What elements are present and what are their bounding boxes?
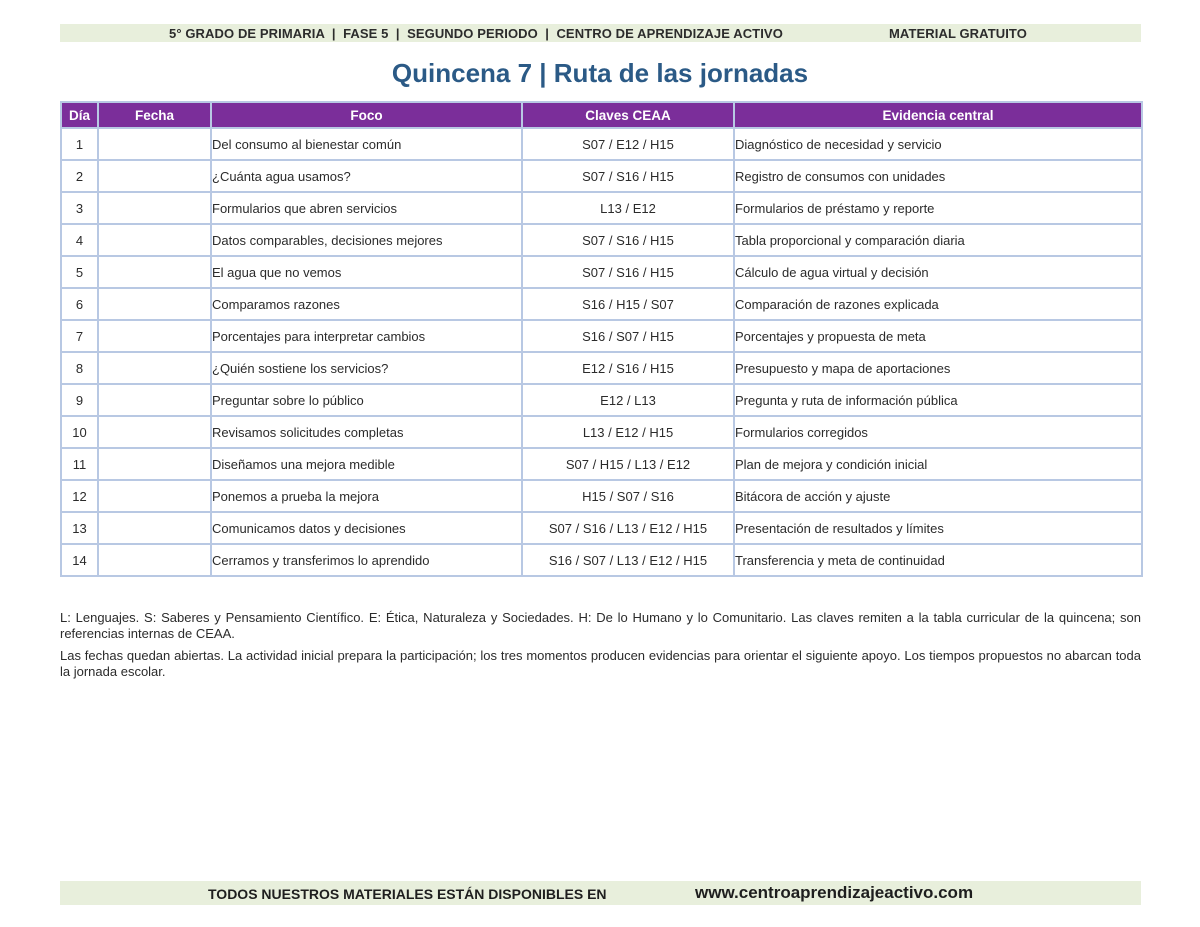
table-row	[61, 544, 1142, 576]
keys-cell: E12 / S16 / H15	[522, 352, 734, 384]
table-row	[61, 256, 1142, 288]
evidence-cell: Porcentajes y propuesta de meta	[734, 320, 1142, 352]
keys-cell: L13 / E12 / H15	[522, 416, 734, 448]
focus-cell: Diseñamos una mejora medible	[211, 448, 522, 480]
keys-cell: S07 / H15 / L13 / E12	[522, 448, 734, 480]
date-cell[interactable]	[98, 320, 211, 352]
day-cell: 12	[61, 480, 98, 512]
evidence-cell: Plan de mejora y condición inicial	[734, 448, 1142, 480]
evidence-cell: Presupuesto y mapa de aportaciones	[734, 352, 1142, 384]
focus-cell: Comparamos razones	[211, 288, 522, 320]
table-row	[61, 480, 1142, 512]
table-row	[61, 512, 1142, 544]
day-cell: 11	[61, 448, 98, 480]
keys-cell: S16 / S07 / H15	[522, 320, 734, 352]
grade-phase-label: 5° GRADO DE PRIMARIA | FASE 5 | SEGUNDO PERIODO | CENTRO DE APRENDIZAJE ACTIVO	[169, 25, 783, 41]
date-cell[interactable]	[98, 352, 211, 384]
day-cell: 6	[61, 288, 98, 320]
date-cell[interactable]	[98, 224, 211, 256]
date-cell[interactable]	[98, 192, 211, 224]
focus-cell: Del consumo al bienestar común	[211, 128, 522, 160]
day-cell: 8	[61, 352, 98, 384]
day-cell: 3	[61, 192, 98, 224]
date-cell[interactable]	[98, 448, 211, 480]
date-cell[interactable]	[98, 128, 211, 160]
table-row	[61, 288, 1142, 320]
day-cell: 1	[61, 128, 98, 160]
evidence-cell: Transferencia y meta de continuidad	[734, 544, 1142, 576]
table-row	[61, 320, 1142, 352]
table-row	[61, 384, 1142, 416]
focus-cell: ¿Cuánta agua usamos?	[211, 160, 522, 192]
table-row	[61, 128, 1142, 160]
evidence-cell: Formularios de préstamo y reporte	[734, 192, 1142, 224]
day-cell: 14	[61, 544, 98, 576]
day-cell: 9	[61, 384, 98, 416]
curriculum-key-note: L: Lenguajes. S: Saberes y Pensamiento Científico. E: Ética, Naturaleza y Sociedades. H: De lo Humano y lo Comunitario. Las claves remiten a la tabla curricular de la quincena; son referencias internas de CEAA.	[60, 610, 1141, 641]
evidence-cell: Formularios corregidos	[734, 416, 1142, 448]
date-cell[interactable]	[98, 288, 211, 320]
availability-label: TODOS NUESTROS MATERIALES ESTÁN DISPONIBLES EN	[208, 886, 607, 902]
day-cell: 5	[61, 256, 98, 288]
keys-cell: S07 / S16 / H15	[522, 256, 734, 288]
keys-cell: S16 / S07 / L13 / E12 / H15	[522, 544, 734, 576]
table-body	[61, 128, 1142, 576]
focus-cell: Revisamos solicitudes completas	[211, 416, 522, 448]
evidence-cell: Comparación de razones explicada	[734, 288, 1142, 320]
page-title: Quincena 7 | Ruta de las jornadas	[391, 58, 809, 88]
column-header-fecha: Fecha	[98, 102, 211, 128]
notes-section	[60, 610, 1141, 686]
evidence-cell: Pregunta y ruta de información pública	[734, 384, 1142, 416]
date-cell[interactable]	[98, 512, 211, 544]
focus-cell: Preguntar sobre lo público	[211, 384, 522, 416]
table-row	[61, 160, 1142, 192]
day-cell: 2	[61, 160, 98, 192]
focus-cell: Datos comparables, decisiones mejores	[211, 224, 522, 256]
website-link[interactable]: www.centroaprendizajeactivo.com	[695, 883, 974, 902]
column-header-dia: Día	[61, 102, 98, 128]
free-material-label: MATERIAL GRATUITO	[889, 25, 1027, 41]
keys-cell: S07 / E12 / H15	[522, 128, 734, 160]
keys-cell: S16 / H15 / S07	[522, 288, 734, 320]
table-row	[61, 192, 1142, 224]
day-cell: 7	[61, 320, 98, 352]
evidence-cell: Diagnóstico de necesidad y servicio	[734, 128, 1142, 160]
bottom-banner	[60, 881, 1141, 905]
table-row	[61, 448, 1142, 480]
column-header-foco: Foco	[211, 102, 522, 128]
keys-cell: S07 / S16 / H15	[522, 160, 734, 192]
focus-cell: Porcentajes para interpretar cambios	[211, 320, 522, 352]
table-row	[61, 224, 1142, 256]
date-cell[interactable]	[98, 384, 211, 416]
keys-cell: L13 / E12	[522, 192, 734, 224]
focus-cell: Formularios que abren servicios	[211, 192, 522, 224]
focus-cell: Cerramos y transferimos lo aprendido	[211, 544, 522, 576]
day-cell: 13	[61, 512, 98, 544]
date-cell[interactable]	[98, 256, 211, 288]
keys-cell: H15 / S07 / S16	[522, 480, 734, 512]
day-cell: 10	[61, 416, 98, 448]
evidence-cell: Registro de consumos con unidades	[734, 160, 1142, 192]
top-banner	[60, 24, 1141, 42]
focus-cell: Comunicamos datos y decisiones	[211, 512, 522, 544]
evidence-cell: Bitácora de acción y ajuste	[734, 480, 1142, 512]
keys-cell: S07 / S16 / H15	[522, 224, 734, 256]
date-cell[interactable]	[98, 480, 211, 512]
column-header-claves: Claves CEAA	[522, 102, 734, 128]
evidence-cell: Presentación de resultados y límites	[734, 512, 1142, 544]
focus-cell: Ponemos a prueba la mejora	[211, 480, 522, 512]
focus-cell: El agua que no vemos	[211, 256, 522, 288]
date-cell[interactable]	[98, 160, 211, 192]
day-cell: 4	[61, 224, 98, 256]
table-header-row	[61, 102, 1142, 128]
focus-cell: ¿Quién sostiene los servicios?	[211, 352, 522, 384]
date-cell[interactable]	[98, 416, 211, 448]
evidence-cell: Cálculo de agua virtual y decisión	[734, 256, 1142, 288]
keys-cell: E12 / L13	[522, 384, 734, 416]
table-row	[61, 352, 1142, 384]
schedule-table	[60, 101, 1143, 577]
evidence-cell: Tabla proporcional y comparación diaria	[734, 224, 1142, 256]
keys-cell: S07 / S16 / L13 / E12 / H15	[522, 512, 734, 544]
table-row	[61, 416, 1142, 448]
dates-note: Las fechas quedan abiertas. La actividad inicial prepara la participación; los tres momentos producen evidencias para orientar el siguiente apoyo. Los tiempos propuestos no abarcan toda la jornada escolar.	[60, 648, 1141, 679]
column-header-evidencia: Evidencia central	[734, 102, 1142, 128]
date-cell[interactable]	[98, 544, 211, 576]
